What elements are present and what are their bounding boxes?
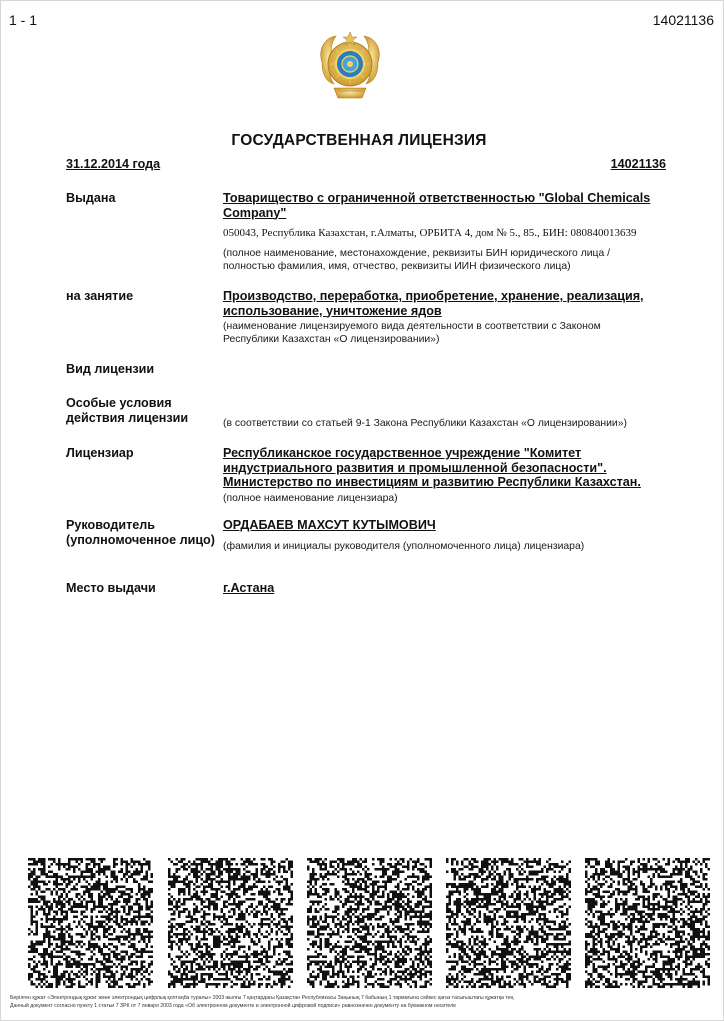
document-title: ГОСУДАРСТВЕННАЯ ЛИЦЕНЗИЯ bbox=[231, 132, 487, 149]
issued-to-hint-line2: полностью фамилия, имя, отчество, реквизиты ИИН физического лица) bbox=[223, 261, 571, 272]
licensor-label: Лицензиар bbox=[66, 446, 134, 460]
legal-footer-line2: Данный документ согласно пункту 1 статьи 7 ЗРК от 7 января 2003 года «Об электронном документе и электронной цифровой подписи» равнозначен документу на бумажном носителе bbox=[10, 1002, 457, 1009]
page-indicator: 1 - 1 bbox=[9, 12, 38, 28]
activity-value: Производство, переработка, приобретение, хранение, реализация, использование, уничтожение ядов bbox=[223, 289, 644, 318]
special-conditions-label-line2: действия лицензии bbox=[66, 411, 189, 425]
issued-to-address: 050043, Республика Казахстан, г.Алматы, ОРБИТА 4, дом № 5., 85., БИН: 080840013639 bbox=[223, 227, 637, 239]
barcode-strip bbox=[28, 858, 712, 988]
licensor-value: Республиканское государственное учреждение "Комитет индустриального развития и промышленной безопасности". Министерство по инвестициям и развитию Республики Казахстан. bbox=[223, 446, 641, 489]
head-label-line1: Руководитель bbox=[66, 518, 155, 532]
activity-label: на занятие bbox=[66, 289, 134, 303]
issued-to-label: Выдана bbox=[66, 191, 116, 205]
activity-hint: (наименование лицензируемого вида деятельности в соответствии с Законом Республики Казахстан «О лицензировании») bbox=[223, 321, 601, 345]
license-date: 31.12.2014 года bbox=[66, 157, 161, 171]
head-value: ОРДАБАЕВ МАХСУТ КУТЫМОВИЧ bbox=[223, 518, 436, 532]
special-conditions-label-line1: Особые условия bbox=[66, 396, 172, 410]
special-conditions-hint: (в соответствии со статьей 9-1 Закона Республики Казахстан «О лицензировании») bbox=[223, 418, 627, 429]
barcode-3 bbox=[307, 858, 432, 988]
license-number: 14021136 bbox=[610, 157, 666, 171]
barcode-5 bbox=[585, 858, 710, 988]
licensor-hint: (полное наименование лицензиара) bbox=[223, 493, 398, 504]
document-number-top: 14021136 bbox=[652, 12, 714, 28]
head-label-line2: (уполномоченное лицо) bbox=[66, 533, 215, 547]
legal-footer bbox=[10, 995, 714, 1010]
license-type-label: Вид лицензии bbox=[66, 362, 155, 376]
kazakhstan-state-emblem-icon bbox=[316, 28, 384, 102]
issued-to-hint-line1: (полное наименование, местонахождение, реквизиты БИН юридического лица / bbox=[223, 248, 611, 259]
issued-to-value: Товарищество с ограниченной ответственностью "Global Chemicals Company" bbox=[223, 191, 651, 220]
barcode-1 bbox=[28, 858, 153, 988]
place-label: Место выдачи bbox=[66, 581, 156, 595]
place-value: г.Астана bbox=[223, 581, 275, 595]
barcode-4 bbox=[446, 858, 571, 988]
barcode-2 bbox=[168, 858, 293, 988]
head-hint: (фамилия и инициалы руководителя (уполномоченного лица) лицензиара) bbox=[223, 541, 585, 552]
legal-footer-line1: Берілген құжат «Электрондық құжат және электрондық цифрлық қолтаңба туралы» 2003 жылғы 7 қаңтардағы Қазақстан Республикасы Заңының 7 бабының 1 тармағына сәйкес қағаз тасығыштағы құжатқа тең bbox=[10, 995, 514, 1001]
